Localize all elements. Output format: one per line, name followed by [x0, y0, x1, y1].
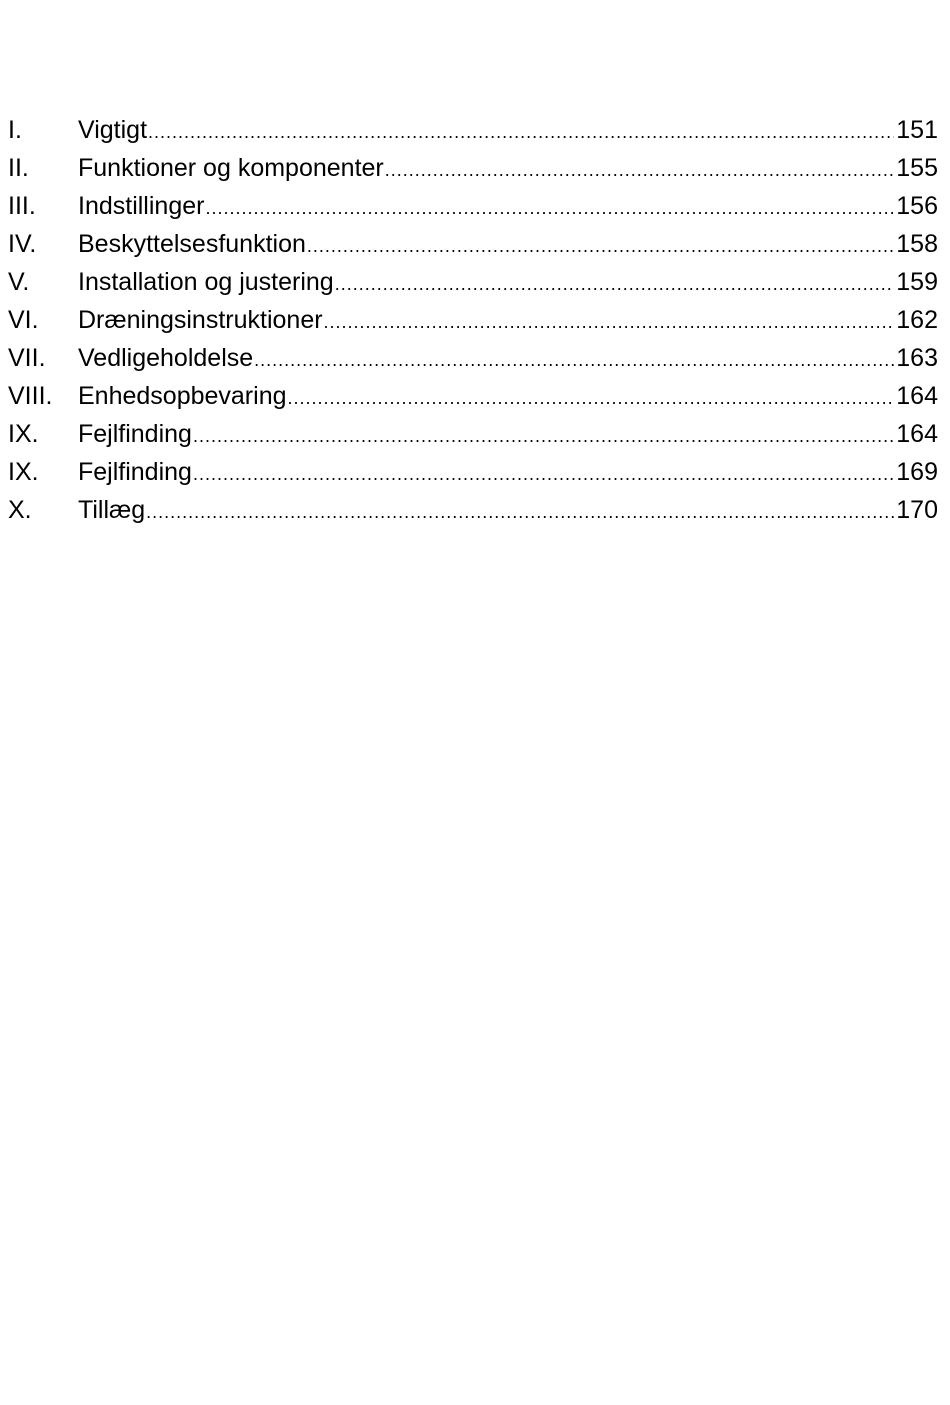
table-of-contents — [8, 111, 938, 529]
toc-dot-leader — [193, 455, 894, 493]
toc-entry-9[interactable] — [8, 415, 938, 453]
toc-entry-3[interactable] — [8, 187, 938, 225]
toc-entry-page: 159 — [896, 268, 938, 296]
toc-entry-title: Dræningsinstruktioner — [78, 306, 323, 334]
toc-entry-number: II. — [8, 154, 29, 182]
toc-dot-leader — [193, 417, 894, 455]
toc-entry-page: 164 — [896, 420, 938, 448]
toc-entry-title: Fejlfinding — [78, 420, 192, 448]
toc-entry-title: Funktioner og komponenter — [78, 154, 384, 182]
toc-entry-number: VI. — [8, 306, 39, 334]
toc-dot-leader — [148, 113, 894, 151]
toc-entry-title: Beskyttelsesfunktion — [78, 230, 306, 258]
toc-entry-number: X. — [8, 496, 32, 524]
toc-dot-leader — [324, 303, 895, 341]
toc-entry-number: I. — [8, 116, 22, 144]
toc-entry-title: Vedligeholdelse — [78, 344, 254, 372]
toc-entry-1[interactable] — [8, 111, 938, 149]
toc-entry-number: VII. — [8, 344, 46, 372]
toc-entry-title: Fejlfinding — [78, 458, 192, 486]
toc-dot-leader — [146, 493, 894, 531]
toc-dot-leader — [288, 379, 895, 417]
toc-entry-number: IX. — [8, 458, 39, 486]
toc-entry-11[interactable] — [8, 491, 938, 529]
toc-entry-page: 155 — [896, 154, 938, 182]
toc-entry-number: III. — [8, 192, 36, 220]
toc-entry-title: Tillæg — [78, 496, 146, 524]
toc-entry-title: Vigtigt — [78, 116, 148, 144]
toc-entry-number: V. — [8, 268, 30, 296]
toc-entry-8[interactable] — [8, 377, 938, 415]
toc-entry-page: 170 — [896, 496, 938, 524]
toc-entry-number: VIII. — [8, 382, 53, 410]
toc-entry-10[interactable] — [8, 453, 938, 491]
toc-dot-leader — [307, 227, 894, 265]
toc-dot-leader — [254, 341, 894, 379]
toc-dot-leader — [385, 151, 895, 189]
toc-entry-page: 162 — [896, 306, 938, 334]
toc-entry-7[interactable] — [8, 339, 938, 377]
toc-entry-number: IV. — [8, 230, 37, 258]
toc-dot-leader — [205, 189, 894, 227]
toc-entry-title: Enhedsopbevaring — [78, 382, 287, 410]
toc-dot-leader — [335, 265, 895, 303]
toc-entry-4[interactable] — [8, 225, 938, 263]
toc-entry-page: 151 — [896, 116, 938, 144]
toc-entry-5[interactable] — [8, 263, 938, 301]
toc-entry-6[interactable] — [8, 301, 938, 339]
toc-entry-title: Installation og justering — [78, 268, 334, 296]
toc-entry-page: 156 — [896, 192, 938, 220]
toc-entry-page: 158 — [896, 230, 938, 258]
toc-entry-page: 163 — [896, 344, 938, 372]
toc-entry-title: Indstillinger — [78, 192, 205, 220]
toc-entry-2[interactable] — [8, 149, 938, 187]
toc-entry-number: IX. — [8, 420, 39, 448]
toc-entry-page: 164 — [896, 382, 938, 410]
toc-entry-page: 169 — [896, 458, 938, 486]
